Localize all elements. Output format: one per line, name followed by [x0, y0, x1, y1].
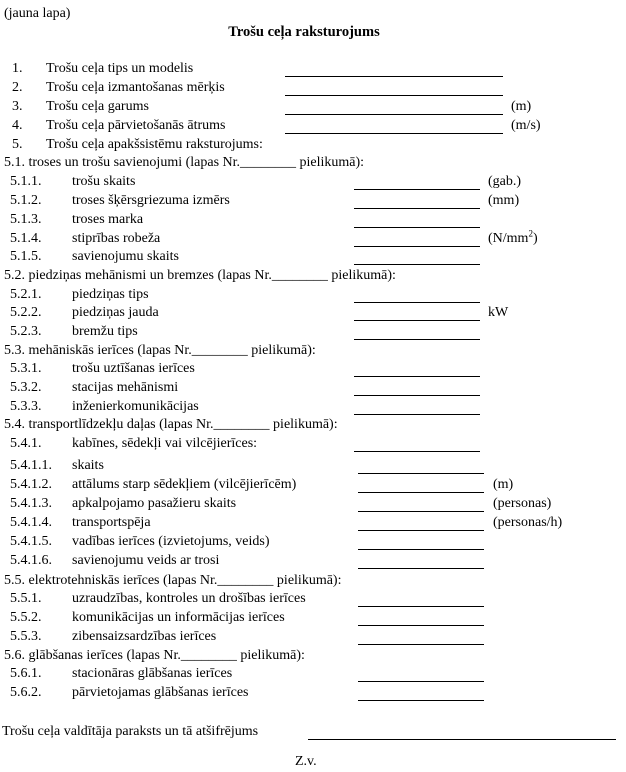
page-title: Trošu ceļa raksturojums	[228, 24, 380, 40]
row-num: 5.2.1.	[10, 287, 42, 302]
row-num: 5.5.2.	[10, 610, 42, 625]
fill-line[interactable]	[354, 246, 480, 247]
fill-line[interactable]	[354, 189, 480, 190]
fill-line[interactable]	[358, 473, 484, 474]
unit-label: (personas/h)	[493, 515, 563, 530]
row-num: 5.1.1.	[10, 174, 42, 189]
unit-label: (m)	[493, 477, 514, 492]
fill-line[interactable]	[358, 511, 484, 512]
unit-label: (m)	[511, 99, 532, 114]
row-label: piedziņas jauda	[72, 305, 159, 320]
item-num: 2.	[12, 80, 23, 95]
fill-line[interactable]	[354, 376, 480, 377]
row-label: savienojumu skaits	[72, 249, 179, 264]
row-label: stiprības robeža	[72, 231, 161, 246]
fill-line[interactable]	[354, 264, 480, 265]
row-label: uzraudzības, kontroles un drošības ierīces	[72, 591, 306, 606]
fill-line[interactable]	[354, 395, 480, 396]
section-heading: 5.1. troses un trošu savienojumi (lapas Nr.________ pielikumā):	[4, 155, 365, 170]
row-num: 5.3.2.	[10, 380, 42, 395]
row-num: 5.6.1.	[10, 666, 42, 681]
row-label: attālums starp sēdekļiem (vilcējierīcēm)	[72, 477, 297, 492]
fill-line[interactable]	[285, 95, 503, 96]
header-note: (jauna lapa)	[4, 6, 71, 21]
row-label: troses marka	[72, 212, 144, 227]
row-num: 5.2.3.	[10, 324, 42, 339]
row-label: kabīnes, sēdekļi vai vilcējierīces:	[72, 436, 258, 451]
fill-line[interactable]	[354, 339, 480, 340]
fill-line[interactable]	[358, 625, 484, 626]
item-label: Trošu ceļa tips un modelis	[46, 61, 194, 76]
unit-label: $(N/mm^2)$	[488, 228, 538, 246]
fill-line[interactable]	[358, 606, 484, 607]
fill-line[interactable]	[354, 227, 480, 228]
row-num: 5.1.4.	[10, 231, 42, 246]
item-num: 1.	[12, 61, 23, 76]
row-label: troses šķērsgriezuma izmērs	[72, 193, 230, 208]
fill-line[interactable]	[354, 414, 480, 415]
fill-line[interactable]	[354, 208, 480, 209]
row-label: savienojumu veids ar trosi	[72, 553, 220, 568]
row-label: stacijas mehānismi	[72, 380, 179, 395]
row-label: inženierkomunikācijas	[72, 399, 199, 414]
row-num: 5.1.5.	[10, 249, 42, 264]
unit-label: (mm)	[488, 193, 520, 208]
section-heading: 5.3. mehāniskās ierīces (lapas Nr.________ pielikumā):	[4, 343, 316, 358]
fill-line[interactable]	[285, 133, 503, 134]
item-label: Trošu ceļa apakšsistēmu raksturojums:	[46, 137, 263, 152]
section-heading: 5.2. piedziņas mehānismi un bremzes (lapas Nr.________ pielikumā):	[4, 268, 396, 283]
fill-line[interactable]	[358, 644, 484, 645]
row-num: 5.4.1.	[10, 436, 42, 451]
row-num: 5.4.1.1.	[10, 458, 52, 473]
row-label: bremžu tips	[72, 324, 138, 339]
row-num: 5.3.3.	[10, 399, 42, 414]
row-label: transportspēja	[72, 515, 151, 530]
item-num: 4.	[12, 118, 23, 133]
item-label: Trošu ceļa pārvietošanās ātrums	[46, 118, 226, 133]
fill-line[interactable]	[358, 549, 484, 550]
row-label: stacionāras glābšanas ierīces	[72, 666, 233, 681]
unit-label: (gab.)	[488, 174, 522, 189]
row-num: 5.4.1.3.	[10, 496, 52, 511]
row-label: vadības ierīces (izvietojums, veids)	[72, 534, 270, 549]
unit-label: (m/s)	[511, 118, 541, 133]
fill-line[interactable]	[358, 568, 484, 569]
row-label: komunikācijas un informācijas ierīces	[72, 610, 285, 625]
row-num: 5.4.1.4.	[10, 515, 52, 530]
item-num: 5.	[12, 137, 23, 152]
row-label: piedziņas tips	[72, 287, 149, 302]
item-label: Trošu ceļa garums	[46, 99, 149, 114]
row-num: 5.4.1.6.	[10, 553, 52, 568]
row-num: 5.4.1.5.	[10, 534, 52, 549]
row-num: 5.3.1.	[10, 361, 42, 376]
row-label: trošu skaits	[72, 174, 136, 189]
row-num: 5.1.3.	[10, 212, 42, 227]
fill-line[interactable]	[354, 451, 480, 452]
fill-line[interactable]	[358, 681, 484, 682]
row-num: 5.5.1.	[10, 591, 42, 606]
signature-line[interactable]	[308, 739, 616, 740]
fill-line[interactable]	[358, 492, 484, 493]
row-num: 5.1.2.	[10, 193, 42, 208]
item-label: Trošu ceļa izmantošanas mērķis	[46, 80, 225, 95]
stamp-label: Z.v.	[295, 754, 317, 769]
section-heading: 5.4. transportlīdzekļu daļas (lapas Nr.________ pielikumā):	[4, 417, 338, 432]
section-heading: 5.6. glābšanas ierīces (lapas Nr.________ pielikumā):	[4, 648, 305, 663]
row-num: 5.2.2.	[10, 305, 42, 320]
row-label: zibensaizsardzības ierīces	[72, 629, 217, 644]
item-num: 3.	[12, 99, 23, 114]
unit-label: kW	[488, 305, 509, 320]
row-label: skaits	[72, 458, 104, 473]
fill-line[interactable]	[354, 302, 480, 303]
fill-line[interactable]	[285, 114, 503, 115]
row-num: 5.4.1.2.	[10, 477, 52, 492]
row-label: trošu uztīšanas ierīces	[72, 361, 195, 376]
section-heading: 5.5. elektrotehniskās ierīces (lapas Nr.________ pielikumā):	[4, 573, 342, 588]
signature-label: Trošu ceļa valdītāja paraksts un tā atšifrējums	[2, 724, 259, 739]
fill-line[interactable]	[358, 530, 484, 531]
fill-line[interactable]	[285, 76, 503, 77]
fill-line[interactable]	[354, 320, 480, 321]
row-label: pārvietojamas glābšanas ierīces	[72, 685, 249, 700]
row-num: 5.6.2.	[10, 685, 42, 700]
row-label: apkalpojamo pasažieru skaits	[72, 496, 237, 511]
row-num: 5.5.3.	[10, 629, 42, 644]
unit-label: (personas)	[493, 496, 552, 511]
fill-line[interactable]	[358, 700, 484, 701]
